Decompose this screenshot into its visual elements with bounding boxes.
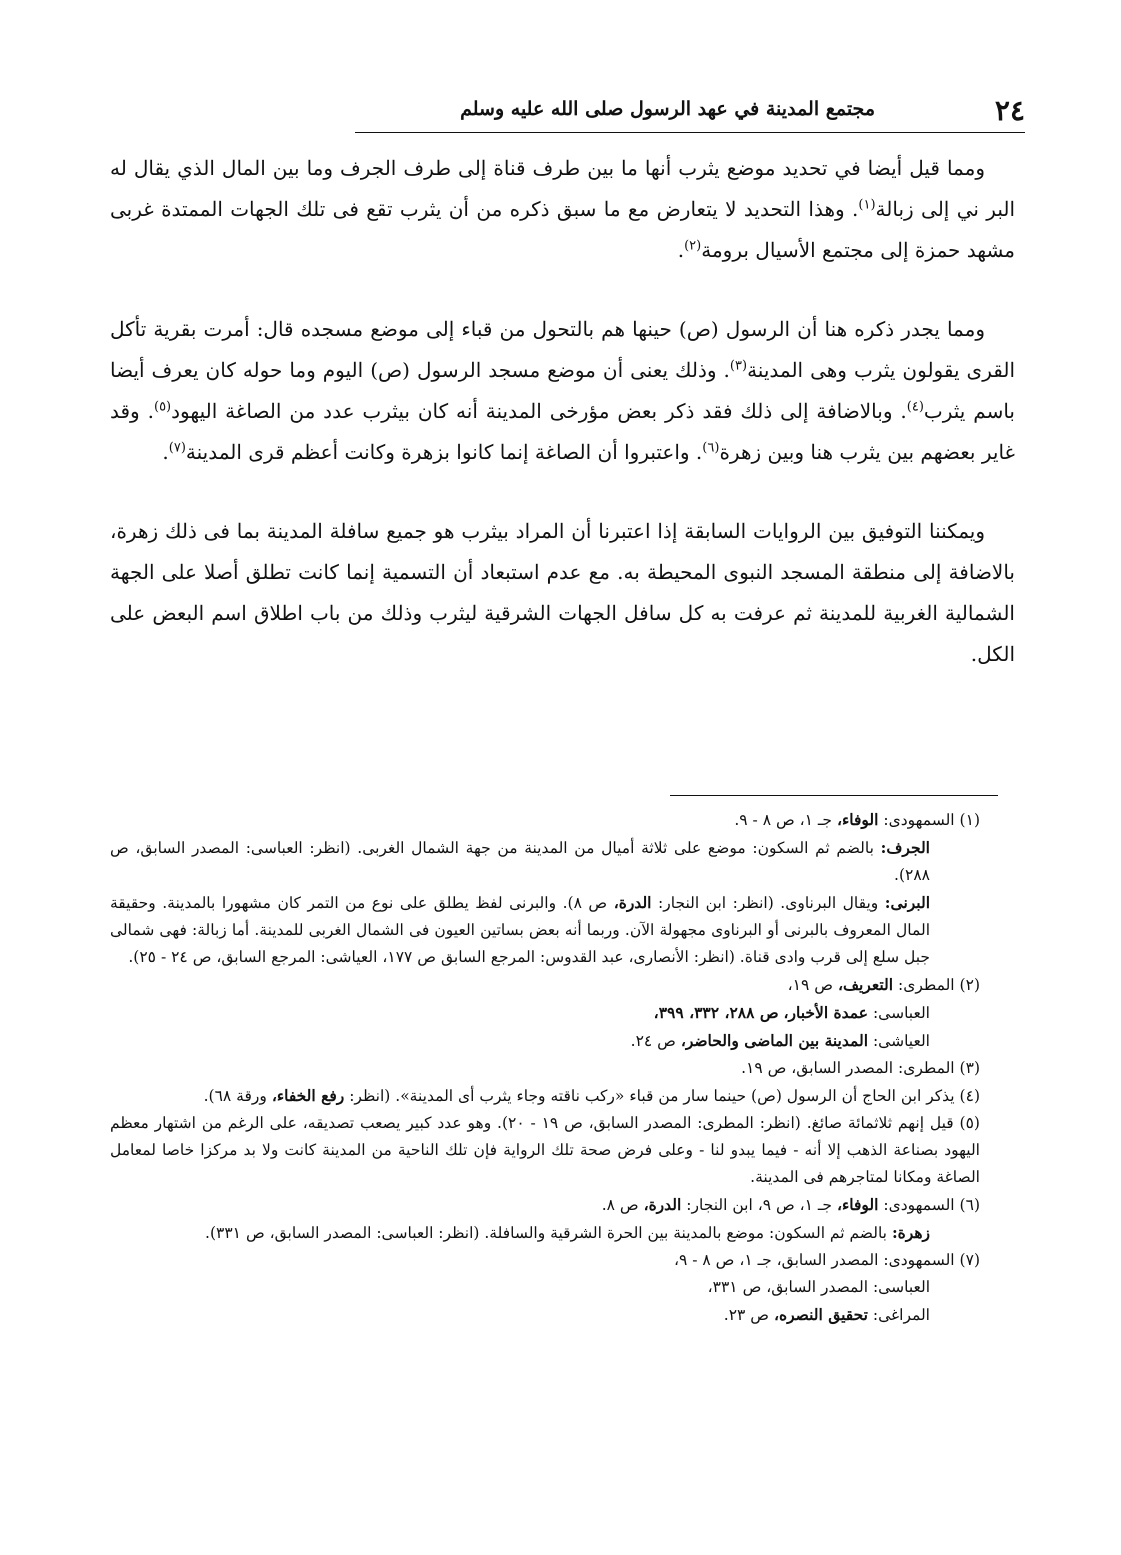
footnote-text: بالضم ثم السكون: موضع على ثلاثة أميال من المدينة من جهة الشمال الغربى. (انظر: العباسى: المصدر السابق، ص ٢٨٨). — [110, 839, 930, 884]
footnote-2-line-3 — [110, 1027, 1020, 1055]
text-segment: ومما يجدر ذكره هنا أن الرسول (ص) حينها هم بالتحول من قباء إلى موضع مسجده قال: أمرت بقرية تأكل القرى يقولون يثرب وهى المدينة — [110, 317, 1016, 382]
footnote-2-line-2 — [110, 999, 1020, 1027]
footnote-ref-7: (٧) — [168, 440, 186, 456]
footnote-number: (٧) — [959, 1251, 980, 1269]
footnote-ref: جـ ١، ص ٨ - ٩. — [734, 811, 833, 829]
footnote-7-line-3 — [110, 1301, 1020, 1329]
footnote-ref-1: (١) — [858, 197, 876, 213]
footnote-text: العباسى: المصدر السابق، ص ٣٣١، — [707, 1278, 930, 1296]
footnote-1-note-barni — [110, 889, 1020, 971]
page-number: ٢٤ — [994, 94, 1025, 127]
footnote-number: (١) — [959, 811, 980, 829]
main-text — [110, 148, 1015, 675]
footnote-book: الوفاء، — [836, 810, 879, 829]
footnote-text: السمهودى: المصدر السابق، جـ ١، ص ٨ - ٩، — [673, 1251, 955, 1269]
footnote-author: السمهودى: — [883, 1196, 955, 1214]
footnote-number: (٤) — [959, 1087, 980, 1105]
footnote-book: التعريف، — [837, 975, 894, 994]
text-segment: . — [677, 238, 685, 262]
footnote-text: ورقة ٦٨). — [203, 1087, 267, 1105]
footnote-ref: ص ٢٤. — [630, 1032, 676, 1050]
footnote-author: العياشى: — [872, 1032, 930, 1050]
footnote-term: الجرف: — [880, 838, 930, 857]
footnote-text: بالضم ثم السكون: موضع بالمدينة بين الحرة الشرقية والسافلة. (انظر: العباسى: المصدر السابق، ص ٣٣١). — [205, 1224, 887, 1242]
footnote-text: ص ٨. — [601, 1196, 639, 1214]
footnote-book: الدرة، — [643, 1195, 682, 1214]
footnote-book: المدينة بين الماضى والحاضر، — [680, 1031, 869, 1050]
footnote-number: (٥) — [959, 1114, 980, 1132]
footnote-text: جـ ١، ص ٩، ابن النجار: — [686, 1196, 833, 1214]
footnote-ref-2: (٢) — [684, 238, 702, 254]
footnote-author: المراغى: — [872, 1306, 930, 1324]
footnotes — [110, 806, 1020, 1329]
footnote-1-note-jurf — [110, 834, 1020, 889]
footnote-6 — [110, 1191, 1020, 1219]
running-title: مجتمع المدينة في عهد الرسول صلى الله عليه وسلم — [460, 98, 875, 120]
footnote-text: قيل إنهم ثلاثمائة صائغ. (انظر: المطرى: المصدر السابق، ص ١٩ - ٢٠). وهو عدد كبير يصعب تصديقه، على الرغم من اشتهار معظم اليهود بصناعة الذهب إلا أنه - فيما يبدو لنا - وعلى فرض صحة تلك الرواية فإن تلك الناحية من المدينة كانت ولا بد مركزا خاصا لمعامل الصاغة ومكانا لمتاجرهم فى المدينة. — [110, 1114, 980, 1186]
footnote-author: المطرى: — [897, 976, 955, 994]
footnote-author: السمهودى: — [883, 811, 955, 829]
footnote-7 — [110, 1247, 1020, 1274]
footnote-2 — [110, 971, 1020, 999]
footnote-5 — [110, 1110, 1020, 1191]
footnote-ref: ص ٢٨٨، ٣٣٢، ٣٩٩، — [653, 1003, 779, 1022]
footnote-number: (٢) — [959, 976, 980, 994]
footnote-ref-6: (٦) — [702, 440, 720, 456]
text-segment: . — [162, 440, 169, 464]
footnote-text: يذكر ابن الحاج أن الرسول (ص) حينما سار من قباء «ركب ناقته وجاء يثرب أى المدينة». (انظر: — [349, 1087, 955, 1105]
footnote-text: ص ٨). والبرنى لفظ يطلق على نوع من التمر كان مشهورا بالمدينة. وحقيقة المال المعروف بالبرنى أو البرناوى مجهولة الآن. وربما أنه بعض بساتين العيون فى الشمال الغربى للمدينة. أما زبالة: فهى شمالى جبل سلع إلى قرب وادى قناة. (انظر: الأنصارى، عبد القدوس: المرجع السابق ص ١٧٧، العياشى: المرجع السابق، ص ٢٤ - ٢٥). — [110, 894, 930, 966]
text-segment: . وهذا التحديد لا يتعارض مع ما سبق ذكره من أن يثرب تقع فى تلك الجهات الممتدة غربى مشهد حمزة إلى مجتمع الأسيال برومة — [110, 197, 1015, 262]
footnote-book: الوفاء، — [836, 1195, 879, 1214]
footnote-book: تحقيق النصره، — [773, 1305, 868, 1324]
text-segment: ومما قيل أيضا في تحديد موضع يثرب أنها ما بين طرف قناة إلى طرف الجرف وما بين المال الذي يقال له البر ني إلى زبالة — [110, 156, 1016, 221]
paragraph-2 — [110, 309, 1015, 473]
footnote-4 — [110, 1082, 1020, 1110]
text-segment: . وذلك يعنى أن موضع مسجد الرسول (ص) اليوم وما حوله كان يعرف أيضا باسم يثرب — [110, 358, 1015, 423]
text-segment: . واعتبروا أن الصاغة إنما كانوا بزهرة وكانت أعظم قرى المدينة — [185, 440, 703, 464]
footnote-number: (٦) — [959, 1196, 980, 1214]
footnote-6-note-zahra — [110, 1219, 1020, 1247]
footnote-ref-4: (٤) — [906, 399, 924, 415]
footnote-separator — [670, 795, 998, 796]
footnote-ref: ص ٢٣. — [723, 1306, 770, 1324]
footnote-book: الدرة، — [613, 893, 652, 912]
text-segment: . وقد غاير بعضهم بين يثرب هنا وبين زهرة — [110, 399, 1015, 464]
footnote-ref-5: (٥) — [153, 399, 172, 415]
footnote-author: العباسى: — [872, 1004, 930, 1022]
footnote-ref: ص ١٩، — [787, 976, 833, 994]
paragraph-3: ويمكننا التوفيق بين الروايات السابقة إذا اعتبرنا أن المراد بيثرب هو جميع سافلة المدينة بما فى ذلك زهرة، بالاضافة إلى منطقة المسجد النبوى المحيطة به. مع عدم استبعاد أن التسمية إنما كانت تطلق أصلا على الجهة الشمالية الغربية للمدينة ثم عرفت به كل سافل الجهات الشرقية ليثرب وذلك من باب اطلاق اسم البعض على الكل. — [110, 519, 1015, 666]
footnote-number: (٣) — [959, 1059, 980, 1077]
footnote-term: البرنى: — [884, 893, 931, 912]
footnote-text: ويقال البرناوى. (انظر: ابن النجار: — [658, 894, 879, 912]
page-header — [355, 92, 1025, 133]
footnote-book: عمدة الأخبار، — [783, 1003, 869, 1022]
paragraph-1 — [110, 148, 1015, 271]
footnote-book: رفع الخفاء، — [271, 1086, 345, 1105]
text-segment: . وبالاضافة إلى ذلك فقد ذكر بعض مؤرخى المدينة أنه كان بيثرب عدد من الصاغة اليهود — [171, 399, 907, 423]
footnote-term: زهرة: — [891, 1223, 930, 1242]
footnote-7-line-2 — [110, 1274, 1020, 1301]
footnote-3 — [110, 1055, 1020, 1082]
footnote-ref-3: (٣) — [729, 358, 748, 374]
footnote-1 — [110, 806, 1020, 834]
footnote-text: المطرى: المصدر السابق، ص ١٩. — [741, 1059, 955, 1077]
